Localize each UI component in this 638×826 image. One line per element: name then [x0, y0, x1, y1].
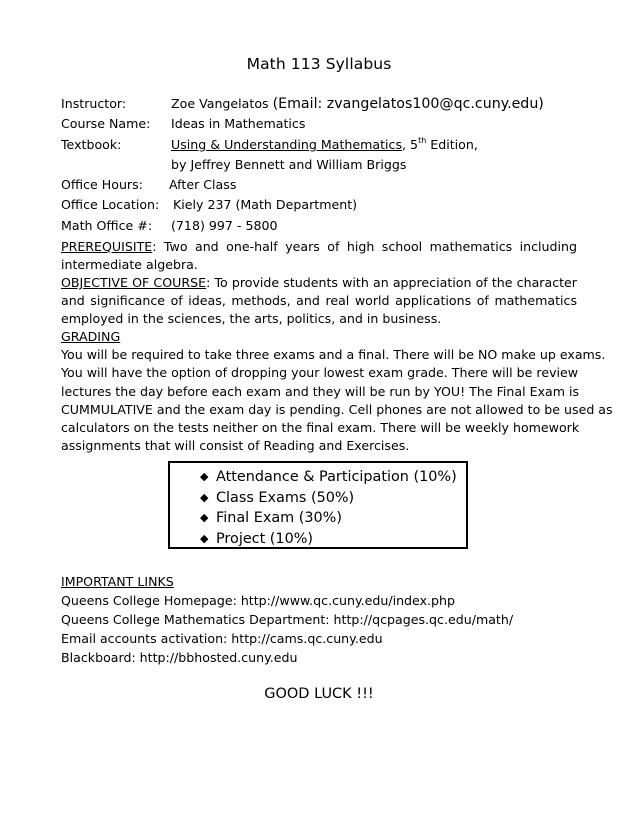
office-hours-value: After Class — [169, 177, 237, 193]
grade-item-label: Project (10%) — [216, 530, 314, 547]
office-location-value: Kiely 237 (Math Department) — [173, 197, 358, 213]
grade-item — [200, 508, 457, 529]
important-links-heading: IMPORTANT LINKS — [61, 574, 174, 589]
office-location-label: Office Location: — [61, 197, 160, 213]
link-item: Queens College Homepage: http://www.qc.cuny.edu/index.php — [61, 593, 456, 608]
textbook-title: Using & Understanding Mathematics — [171, 136, 403, 152]
instructor-value — [171, 94, 544, 114]
objective-text: : To provide students with an appreciation of the character and significance of ideas, methods, and real world applications of mathematics employed in the sciences, the arts, politics, and in business. — [61, 275, 577, 327]
textbook-authors: by Jeffrey Bennett and William Briggs — [171, 156, 407, 172]
diamond-bullet-icon: ◆ — [200, 490, 209, 504]
grading-line: You will have the option of dropping your lowest exam grade. There will be review — [61, 365, 579, 381]
textbook-edition: Edition, — [426, 136, 478, 152]
link-item: Queens College Mathematics Department: http://qcpages.qc.edu/math/ — [61, 612, 514, 627]
grade-item-label: Class Exams (50%) — [216, 489, 355, 506]
prerequisite-section — [61, 238, 577, 274]
link-item: Blackboard: http://bbhosted.cuny.edu — [61, 650, 298, 665]
grade-item — [200, 529, 457, 550]
objective-heading: OBJECTIVE OF COURSE — [61, 275, 207, 290]
link-item: Email accounts activation: http://cams.qc.cuny.edu — [61, 631, 383, 646]
grading-heading: GRADING — [61, 329, 121, 344]
textbook-label: Textbook: — [61, 136, 122, 152]
diamond-bullet-icon: ◆ — [200, 511, 209, 524]
grade-breakdown-box — [168, 461, 468, 549]
grade-item — [200, 488, 457, 509]
important-links-section — [61, 572, 513, 667]
prerequisite-heading: PREREQUISITE — [61, 239, 153, 254]
instructor-label: Instructor: — [61, 96, 127, 111]
objective-section — [61, 274, 577, 329]
diamond-bullet-icon: ◆ — [200, 531, 209, 545]
textbook-value — [171, 135, 478, 155]
grading-line: CUMMULATIVE and the exam day is pending. Cell phones are not allowed to be used as — [61, 401, 613, 417]
grade-breakdown-list — [200, 467, 457, 549]
office-hours-label: Office Hours: — [61, 177, 143, 193]
grade-item-label: Final Exam (30%) — [216, 510, 342, 526]
page-title: Math 113 Syllabus — [246, 55, 392, 73]
grading-line: lectures the day before each exam and they will be run by YOU! The Final Exam is — [61, 383, 580, 399]
math-office-phone: (718) 997 - 5800 — [171, 217, 278, 233]
grade-item-label: Attendance & Participation (10%) — [216, 469, 457, 485]
grading-line: assignments that will consist of Reading and Exercises. — [61, 438, 410, 454]
grading-line: calculators on the tests neither on the final exam. There will be weekly homework — [61, 420, 580, 436]
instructor-name: Zoe Vangelatos — [171, 96, 269, 111]
footer-message: GOOD LUCK !!! — [264, 686, 374, 702]
course-name-value: Ideas in Mathematics — [171, 116, 306, 132]
diamond-bullet-icon: ◆ — [200, 470, 209, 483]
grade-item — [200, 467, 457, 488]
textbook-comma: , 5 — [402, 136, 419, 152]
instructor-email: (Email: zvangelatos100@qc.cuny.edu) — [272, 96, 544, 112]
textbook-ordinal: th — [418, 135, 427, 145]
grading-section — [61, 328, 613, 455]
math-office-label: Math Office #: — [61, 217, 153, 233]
prerequisite-text: : Two and one-half years of high school mathematics including intermediate algebra. — [61, 239, 577, 273]
grading-line: You will be required to take three exams and a final. There will be NO make up exams. — [61, 347, 606, 363]
course-name-label: Course Name: — [61, 116, 151, 132]
